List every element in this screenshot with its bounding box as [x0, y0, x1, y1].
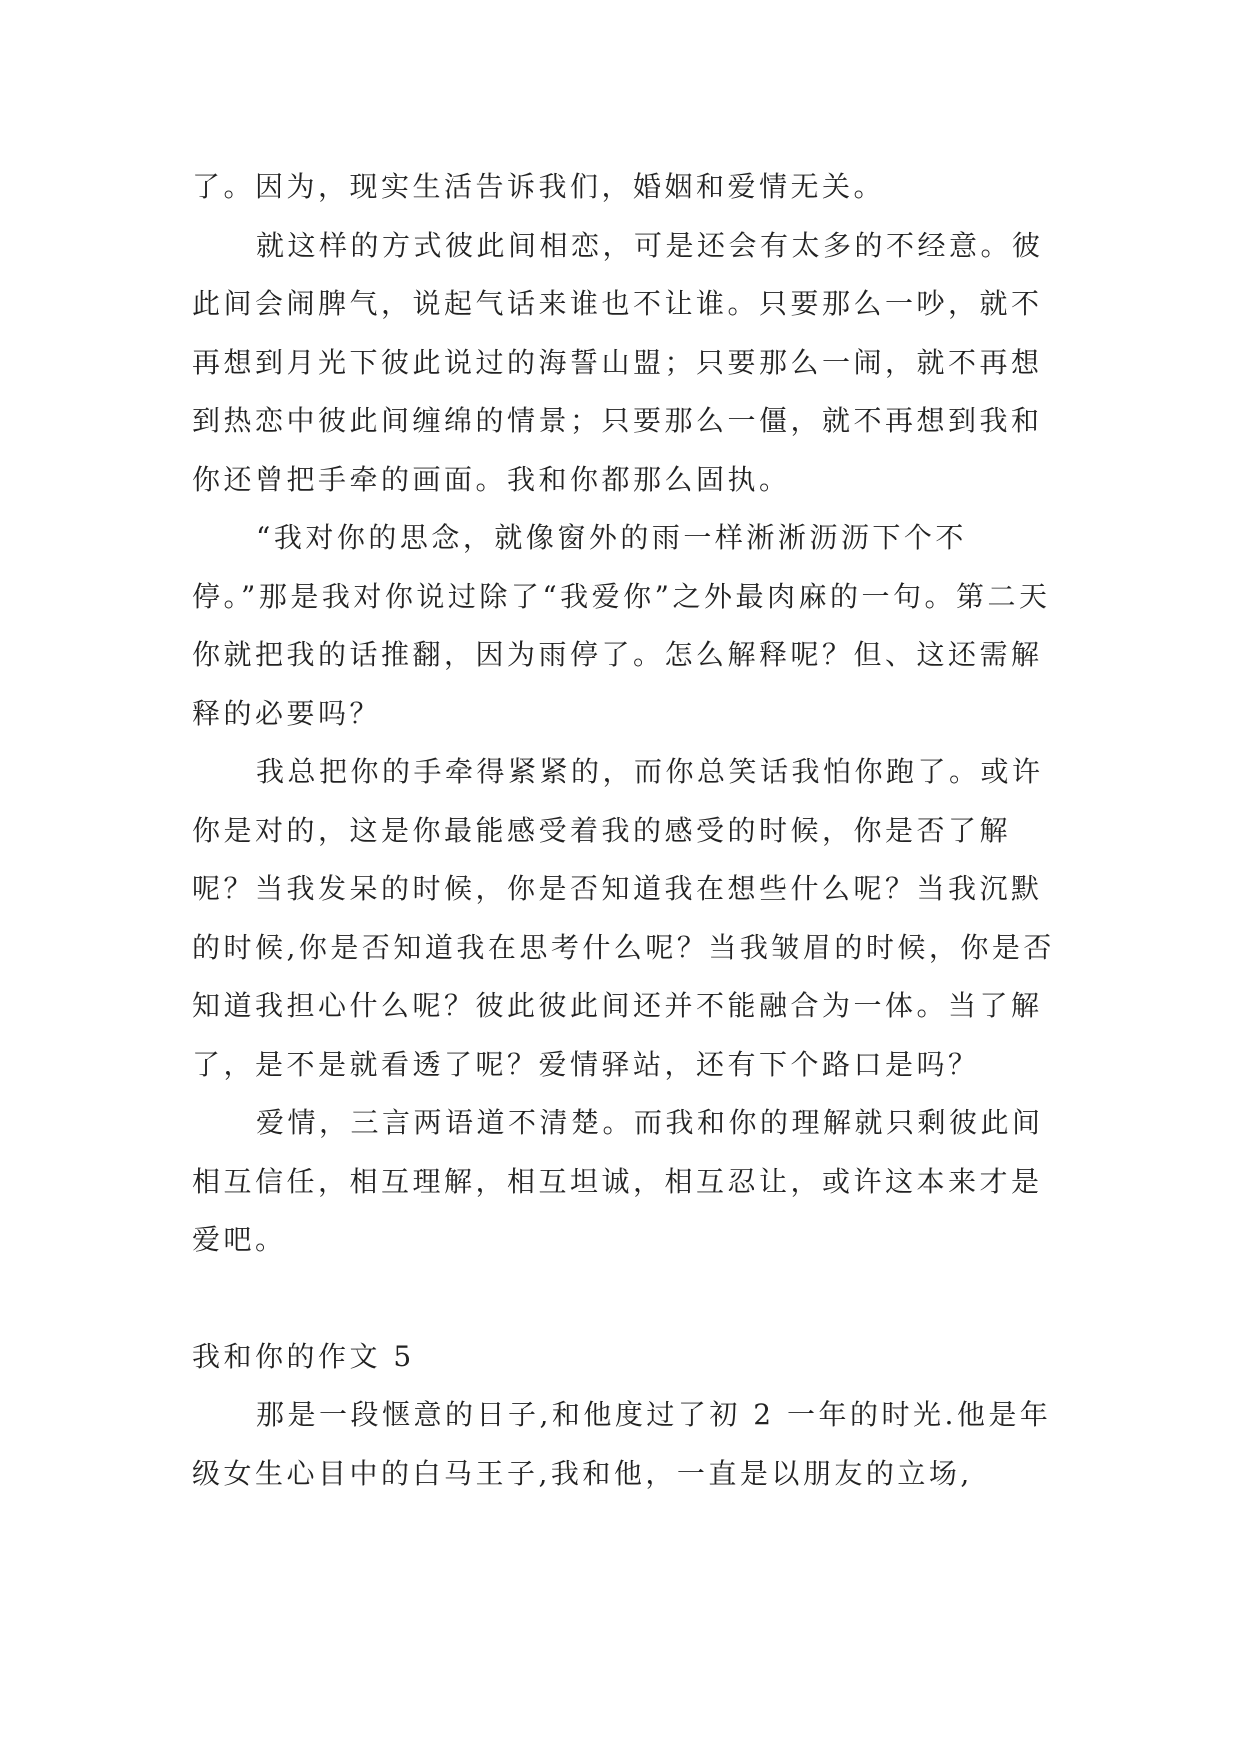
paragraph-4: 我总把你的手牵得紧紧的，而你总笑话我怕你跑了。或许你是对的，这是你最能感受着我的感受的时候，你是否了解呢？当我发呆的时候，你是否知道我在想些什么呢？当我沉默的时候,你是否知道我在思考什么呢？当我皱眉的时候，你是否知道我担心什么呢？彼此彼此间还并不能融合为一体。当了解了，是不是就看透了呢？爱情驿站，还有下个路口是吗？: [192, 755, 1055, 1081]
document-body: [192, 158, 1062, 1503]
paragraph-2: 就这样的方式彼此间相恋，可是还会有太多的不经意。彼此间会闹脾气，说起气话来谁也不让谁。只要那么一吵，就不再想到月光下彼此说过的海誓山盟；只要那么一闹，就不再想到热恋中彼此间缠绵的情景；只要那么一僵，就不再想到我和你还曾把手牵的画面。我和你都那么固执。: [192, 228, 1044, 496]
paragraph-5: 爱情，三言两语道不清楚。而我和你的理解就只剩彼此间相互信任，相互理解，相互坦诚，相互忍让，或许这本来才是爱吧。: [192, 1106, 1044, 1256]
paragraph-6: 那是一段惬意的日子,和他度过了初 2 一年的时光.他是年级女生心目中的白马王子,我和他，一直是以朋友的立场,: [192, 1398, 1052, 1490]
paragraph-3: “我对你的思念，就像窗外的雨一样淅淅沥沥下个不停。”那是我对你说过除了“我爱你”之外最肉麻的一句。第二天你就把我的话推翻，因为雨停了。怎么解释呢？但、这还需解释的必要吗？: [192, 521, 1051, 730]
paragraph-1: 了。因为，现实生活告诉我们，婚姻和爱情无关。: [192, 170, 886, 203]
section-heading: 我和你的作文 5: [192, 1339, 415, 1373]
